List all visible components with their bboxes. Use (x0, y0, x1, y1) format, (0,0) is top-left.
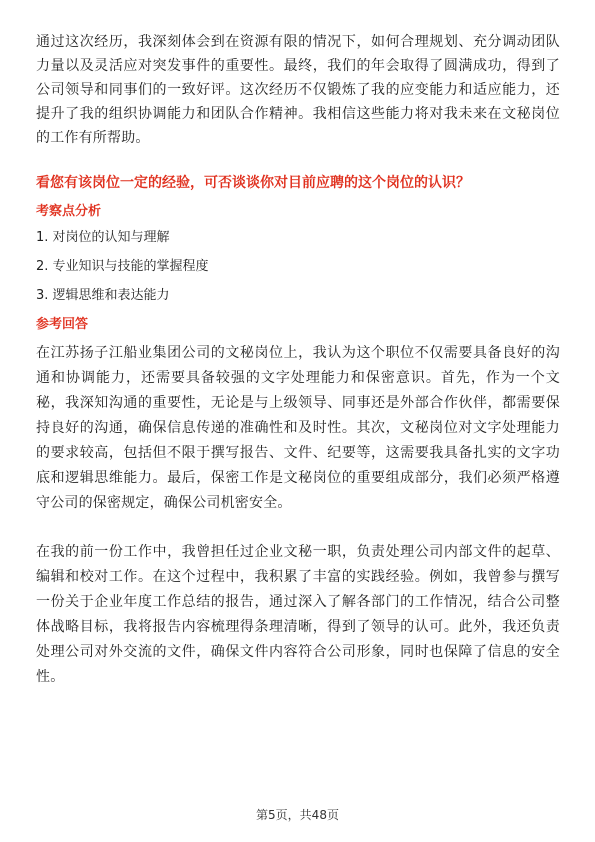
answer-paragraph: 在我的前一份工作中，我曾担任过企业文秘一职，负责处理公司内部文件的起草、编辑和校对工作。在这个过程中，我积累了丰富的实践经验。例如，我曾参与撰写一份关于企业年度工作总结的报告，通过深入了解各部门的工作情况，结合公司整体战略目标，我将报告内容梳理得条理清晰，得到了领导的认可。此外，我还负责处理公司对外交流的文件，确保文件内容符合公司形象，同时也保障了信息的安全性。 (36, 544, 560, 685)
answer-heading: 参考回答 (36, 317, 89, 332)
intro-paragraph: 通过这次经历，我深刻体会到在资源有限的情况下，如何合理规划、充分调动团队力量以及灵活应对突发事件的重要性。最终，我们的年会取得了圆满成功，得到了公司领导和同事们的一致好评。这次经历不仅锻炼了我的应变能力和适应能力，还提升了我的组织协调能力和团队合作精神。我相信这些能力将对我未来在文秘岗位的工作有所帮助。 (36, 34, 560, 146)
list-item: 2. 专业知识与技能的掌握程度 (36, 259, 209, 274)
interview-question: 看您有该岗位一定的经验，可否谈谈你对目前应聘的这个岗位的认识？ (36, 175, 470, 191)
list-item: 1. 对岗位的认知与理解 (36, 230, 170, 245)
analysis-heading: 考察点分析 (36, 204, 102, 219)
page-number: 第5页，共48页 (256, 808, 339, 822)
answer-paragraph: 在江苏扬子江船业集团公司的文秘岗位上，我认为这个职位不仅需要具备良好的沟通和协调能力，还需要具备较强的文字处理能力和保密意识。首先，作为一个文秘，我深知沟通的重要性，无论是与上级领导、同事还是外部合作伙伴，都需要保持良好的沟通，确保信息传递的准确性和及时性。其次，文秘岗位对文字处理能力的要求较高，包括但不限于撰写报告、文件、纪要等，这需要我具备扎实的文字功底和逻辑思维能力。最后，保密工作是文秘岗位的重要组成部分，我们必须严格遵守公司的保密规定，确保公司机密安全。 (36, 345, 560, 511)
list-item: 3. 逻辑思维和表达能力 (36, 288, 170, 303)
document-page (36, 30, 560, 714)
analysis-list (36, 228, 560, 306)
